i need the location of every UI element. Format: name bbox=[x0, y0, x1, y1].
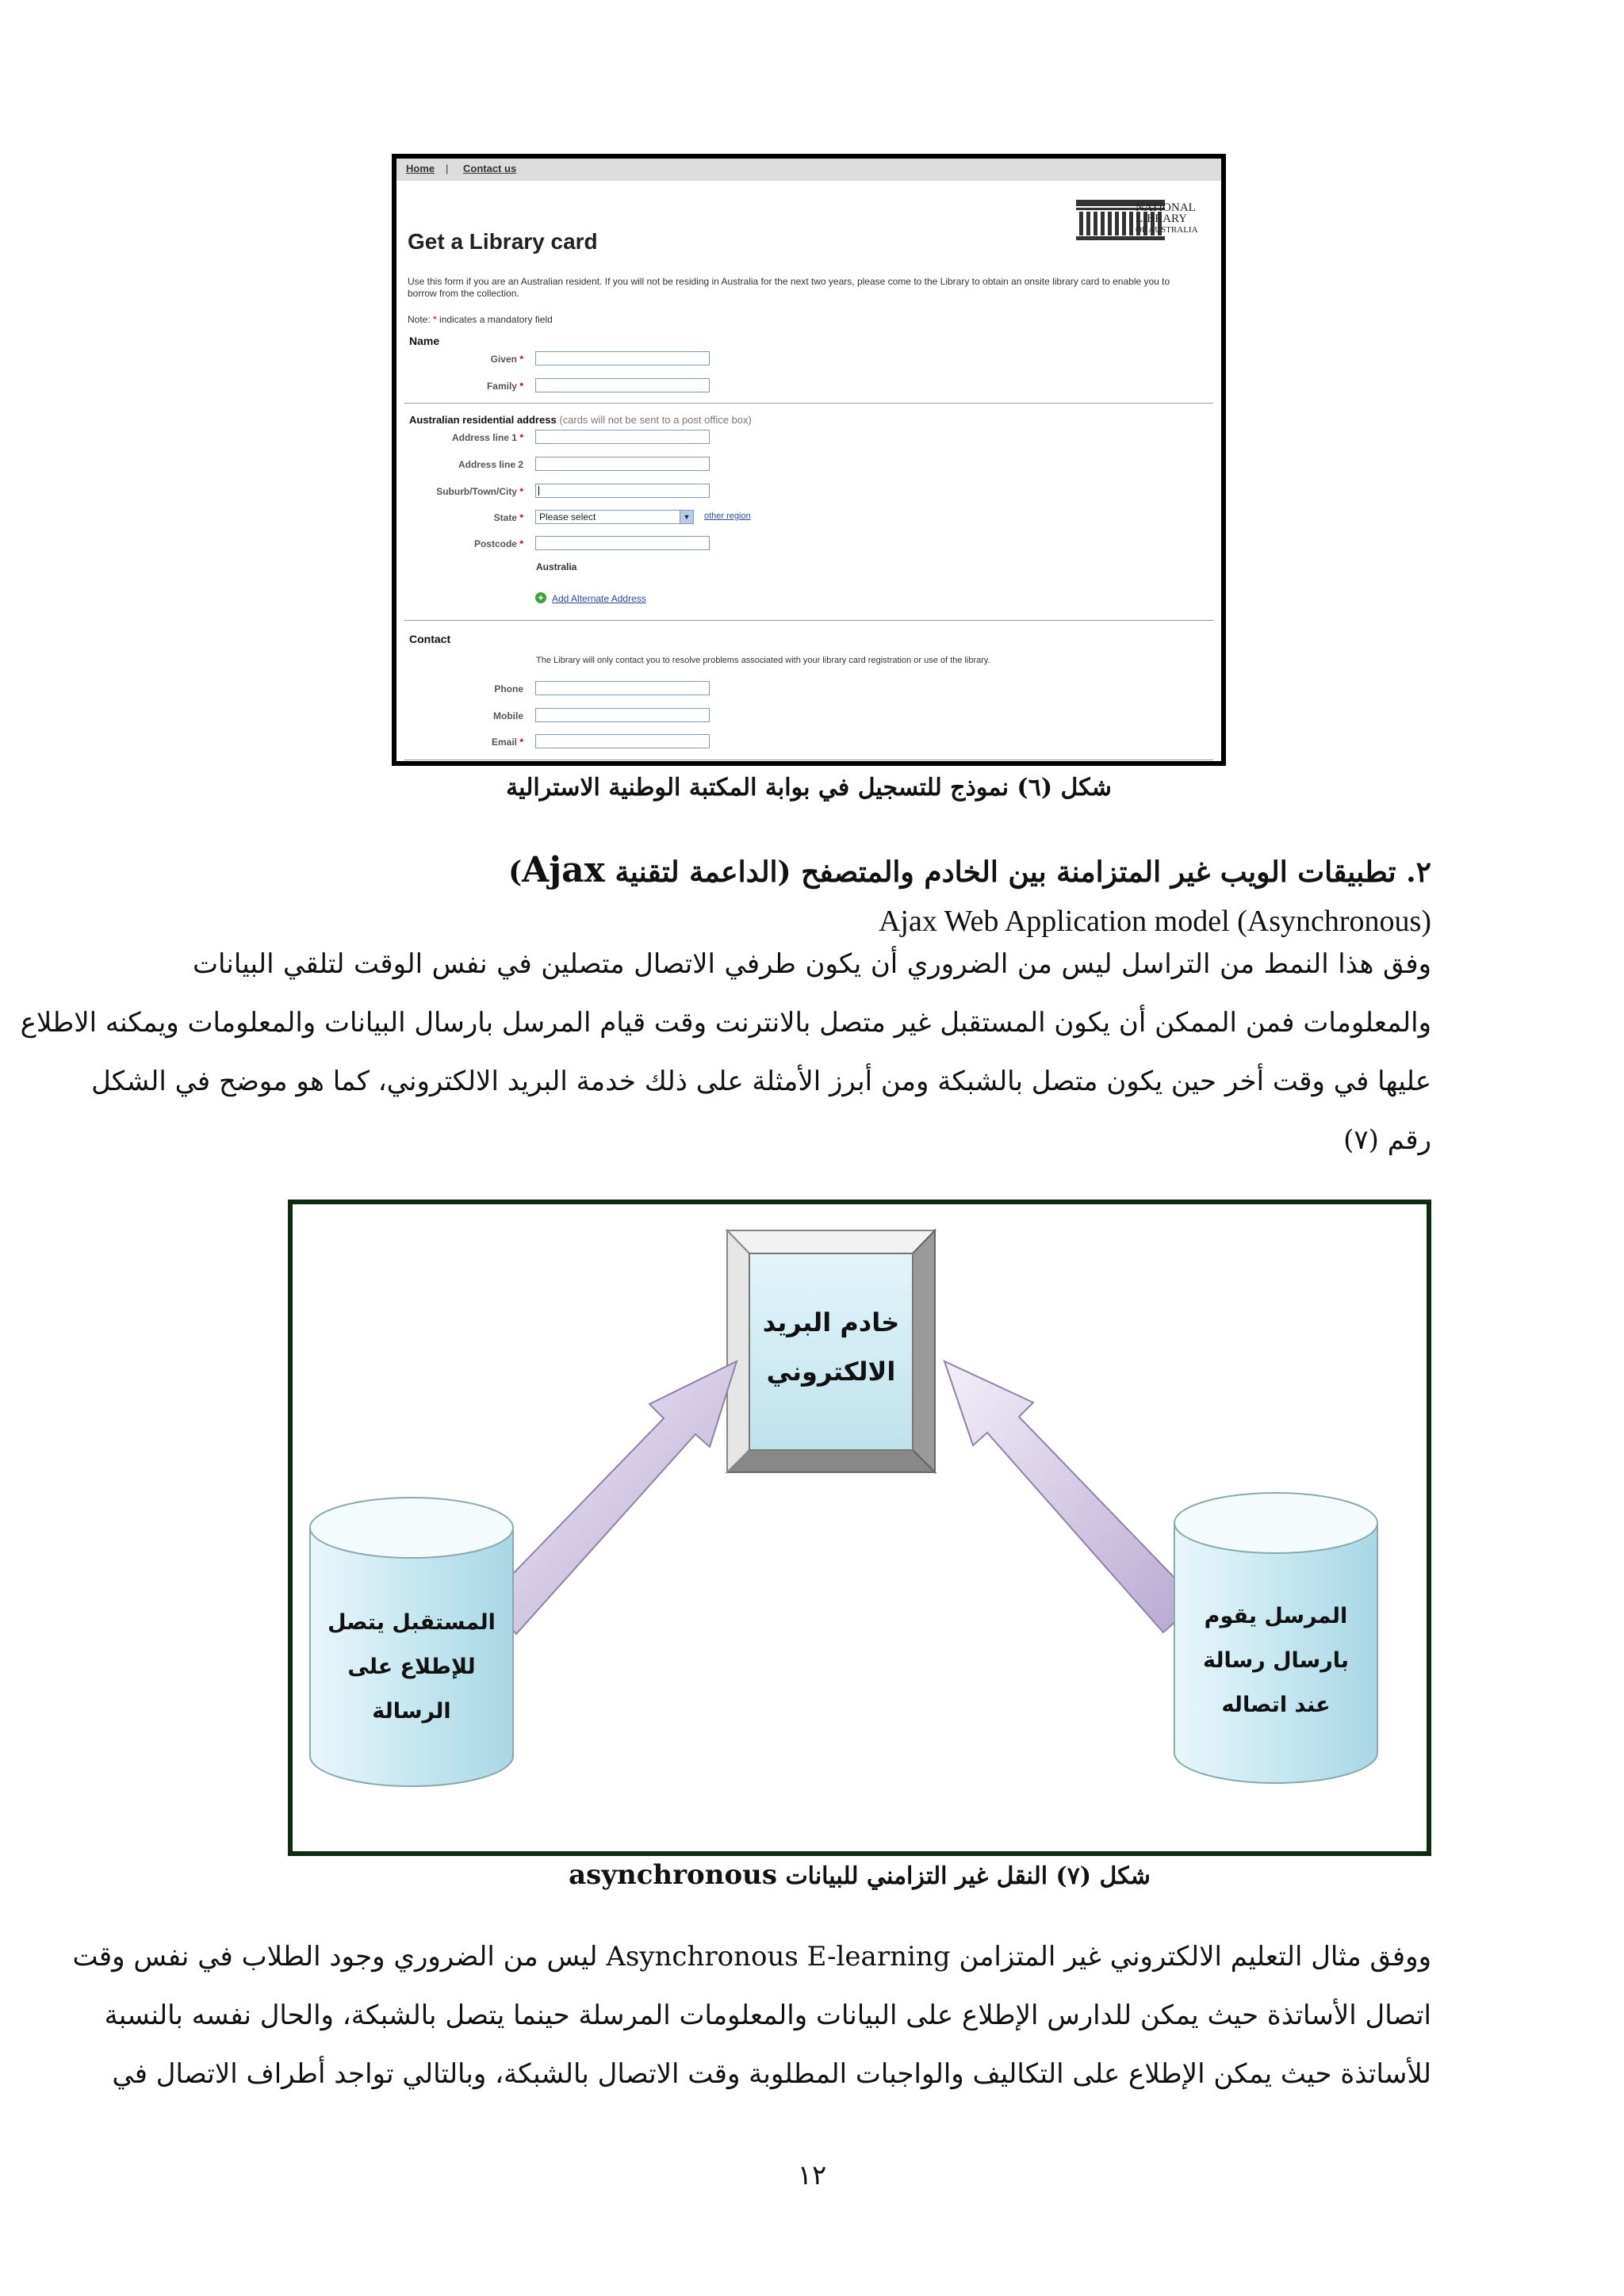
paragraph-line: رقم (٧) bbox=[1343, 1124, 1431, 1156]
given-name-input[interactable] bbox=[535, 351, 710, 365]
email-input[interactable] bbox=[535, 734, 710, 748]
contact-note: The Library will only contact you to resolve problems associated with your library card registration or use of the library. bbox=[536, 656, 990, 665]
contact-section-heading: Contact bbox=[409, 633, 451, 645]
arrow-right bbox=[944, 1361, 1197, 1632]
paragraph-line: ووفق مثال التعليم الالكتروني غير المتزامن Asynchronous E-learning ليس من الضروري وجود الطلاب في نفس وقت bbox=[72, 1941, 1431, 1973]
nav-separator: | bbox=[446, 163, 449, 174]
paragraph-line: وفق هذا النمط من التراسل ليس من الضروري أن يكون طرفي الاتصال متصلين في نفس الوقت لتلقي البيانات bbox=[193, 948, 1431, 980]
postcode-input[interactable] bbox=[535, 536, 710, 550]
figure7-caption: شكل (٧) النقل غير التزامني للبيانات asynchronous bbox=[569, 1859, 1151, 1891]
state-select[interactable]: Please select ▼ bbox=[535, 510, 694, 524]
address-line2-input[interactable] bbox=[535, 457, 710, 471]
add-icon[interactable]: + bbox=[535, 592, 546, 603]
mandatory-note: Note: * indicates a mandatory field bbox=[408, 314, 553, 325]
add-alternate-address-link[interactable]: Add Alternate Address bbox=[552, 593, 646, 604]
given-label: Given * bbox=[490, 354, 523, 365]
other-region-link[interactable]: other region bbox=[704, 511, 751, 521]
page-number: ١٢ bbox=[797, 2160, 827, 2191]
email-label: Email * bbox=[491, 737, 523, 748]
library-card-form-screenshot bbox=[392, 154, 1226, 766]
state-label: State * bbox=[493, 512, 523, 523]
address-section-heading: Australian residential address (cards will not be sent to a post office box) bbox=[409, 414, 752, 426]
chevron-down-icon[interactable]: ▼ bbox=[680, 511, 693, 523]
paragraph-line: اتصال الأساتذة حيث يمكن للدارس الإطلاع على البيانات والمعلومات المرسلة حينما يتصل بالشبكة، والحال نفسه بالنسبة bbox=[104, 1999, 1431, 2031]
name-section-heading: Name bbox=[409, 335, 440, 347]
mobile-input[interactable] bbox=[535, 708, 710, 722]
logo-wordmark: NATIONAL LIBRARY OF AUSTRALIA bbox=[1136, 201, 1198, 235]
family-label: Family * bbox=[486, 381, 523, 392]
nav-home-link[interactable]: Home bbox=[406, 163, 435, 174]
family-name-input[interactable] bbox=[535, 378, 710, 392]
asynchronous-transfer-diagram bbox=[288, 1200, 1431, 1856]
receiver-label: المستقبل يتصل للإطلاع على الرسالة bbox=[327, 1610, 496, 1724]
address-line1-input[interactable] bbox=[535, 430, 710, 444]
suburb-input[interactable] bbox=[535, 484, 710, 498]
arrow-left bbox=[485, 1361, 737, 1634]
section-subheading-english: Ajax Web Application model (Asynchronous) bbox=[878, 905, 1431, 938]
country-text: Australia bbox=[536, 561, 577, 572]
divider bbox=[404, 403, 1213, 404]
server-label: خادم البريد الالكتروني bbox=[762, 1307, 900, 1387]
paragraph-line: عليها في وقت أخر حين يكون متصل بالشبكة ومن أبرز الأمثلة على ذلك خدمة البريد الالكتروني، كما هو موضح في الشكل bbox=[91, 1066, 1431, 1097]
section-heading: ٢. تطبيقات الويب غير المتزامنة بين الخادم والمتصفح (الداعمة لتقنية Ajax) bbox=[508, 850, 1431, 890]
paragraph-line: للأساتذة حيث يمكن الإطلاع على التكاليف والواجبات المطلوبة وقت الاتصال بالشبكة، وبالتالي تواجد أطراف الاتصال في bbox=[112, 2058, 1431, 2090]
text-cursor bbox=[538, 486, 539, 496]
suburb-label: Suburb/Town/City * bbox=[436, 486, 523, 497]
form-title: Get a Library card bbox=[408, 229, 598, 254]
paragraph-line: والمعلومات فمن الممكن أن يكون المستقبل غير متصل بالانترنت وقت قيام المرسل بارسال البيانات والمعلومات ويمكنه الاطلاع bbox=[20, 1007, 1431, 1039]
mobile-label: Mobile bbox=[493, 710, 523, 721]
nav-bar bbox=[396, 159, 1221, 181]
divider bbox=[404, 620, 1213, 621]
address1-label: Address line 1 * bbox=[451, 432, 523, 443]
address2-label: Address line 2 bbox=[458, 459, 523, 470]
nav-contact-link[interactable]: Contact us bbox=[463, 163, 517, 174]
phone-input[interactable] bbox=[535, 681, 710, 695]
form-intro: Use this form if you are an Australian resident. If you will not be residing in Australia for the next two years, please come to the Library to obtain an onsite library card to enable you to borrow from the collection. bbox=[408, 276, 1170, 299]
figure6-caption: شكل (٦) نموذج للتسجيل في بوابة المكتبة الوطنية الاسترالية bbox=[506, 774, 1112, 802]
phone-label: Phone bbox=[494, 683, 523, 695]
postcode-label: Postcode * bbox=[473, 538, 523, 549]
sender-label: المرسل يقوم بارسال رسالة عند اتصاله bbox=[1202, 1604, 1350, 1717]
